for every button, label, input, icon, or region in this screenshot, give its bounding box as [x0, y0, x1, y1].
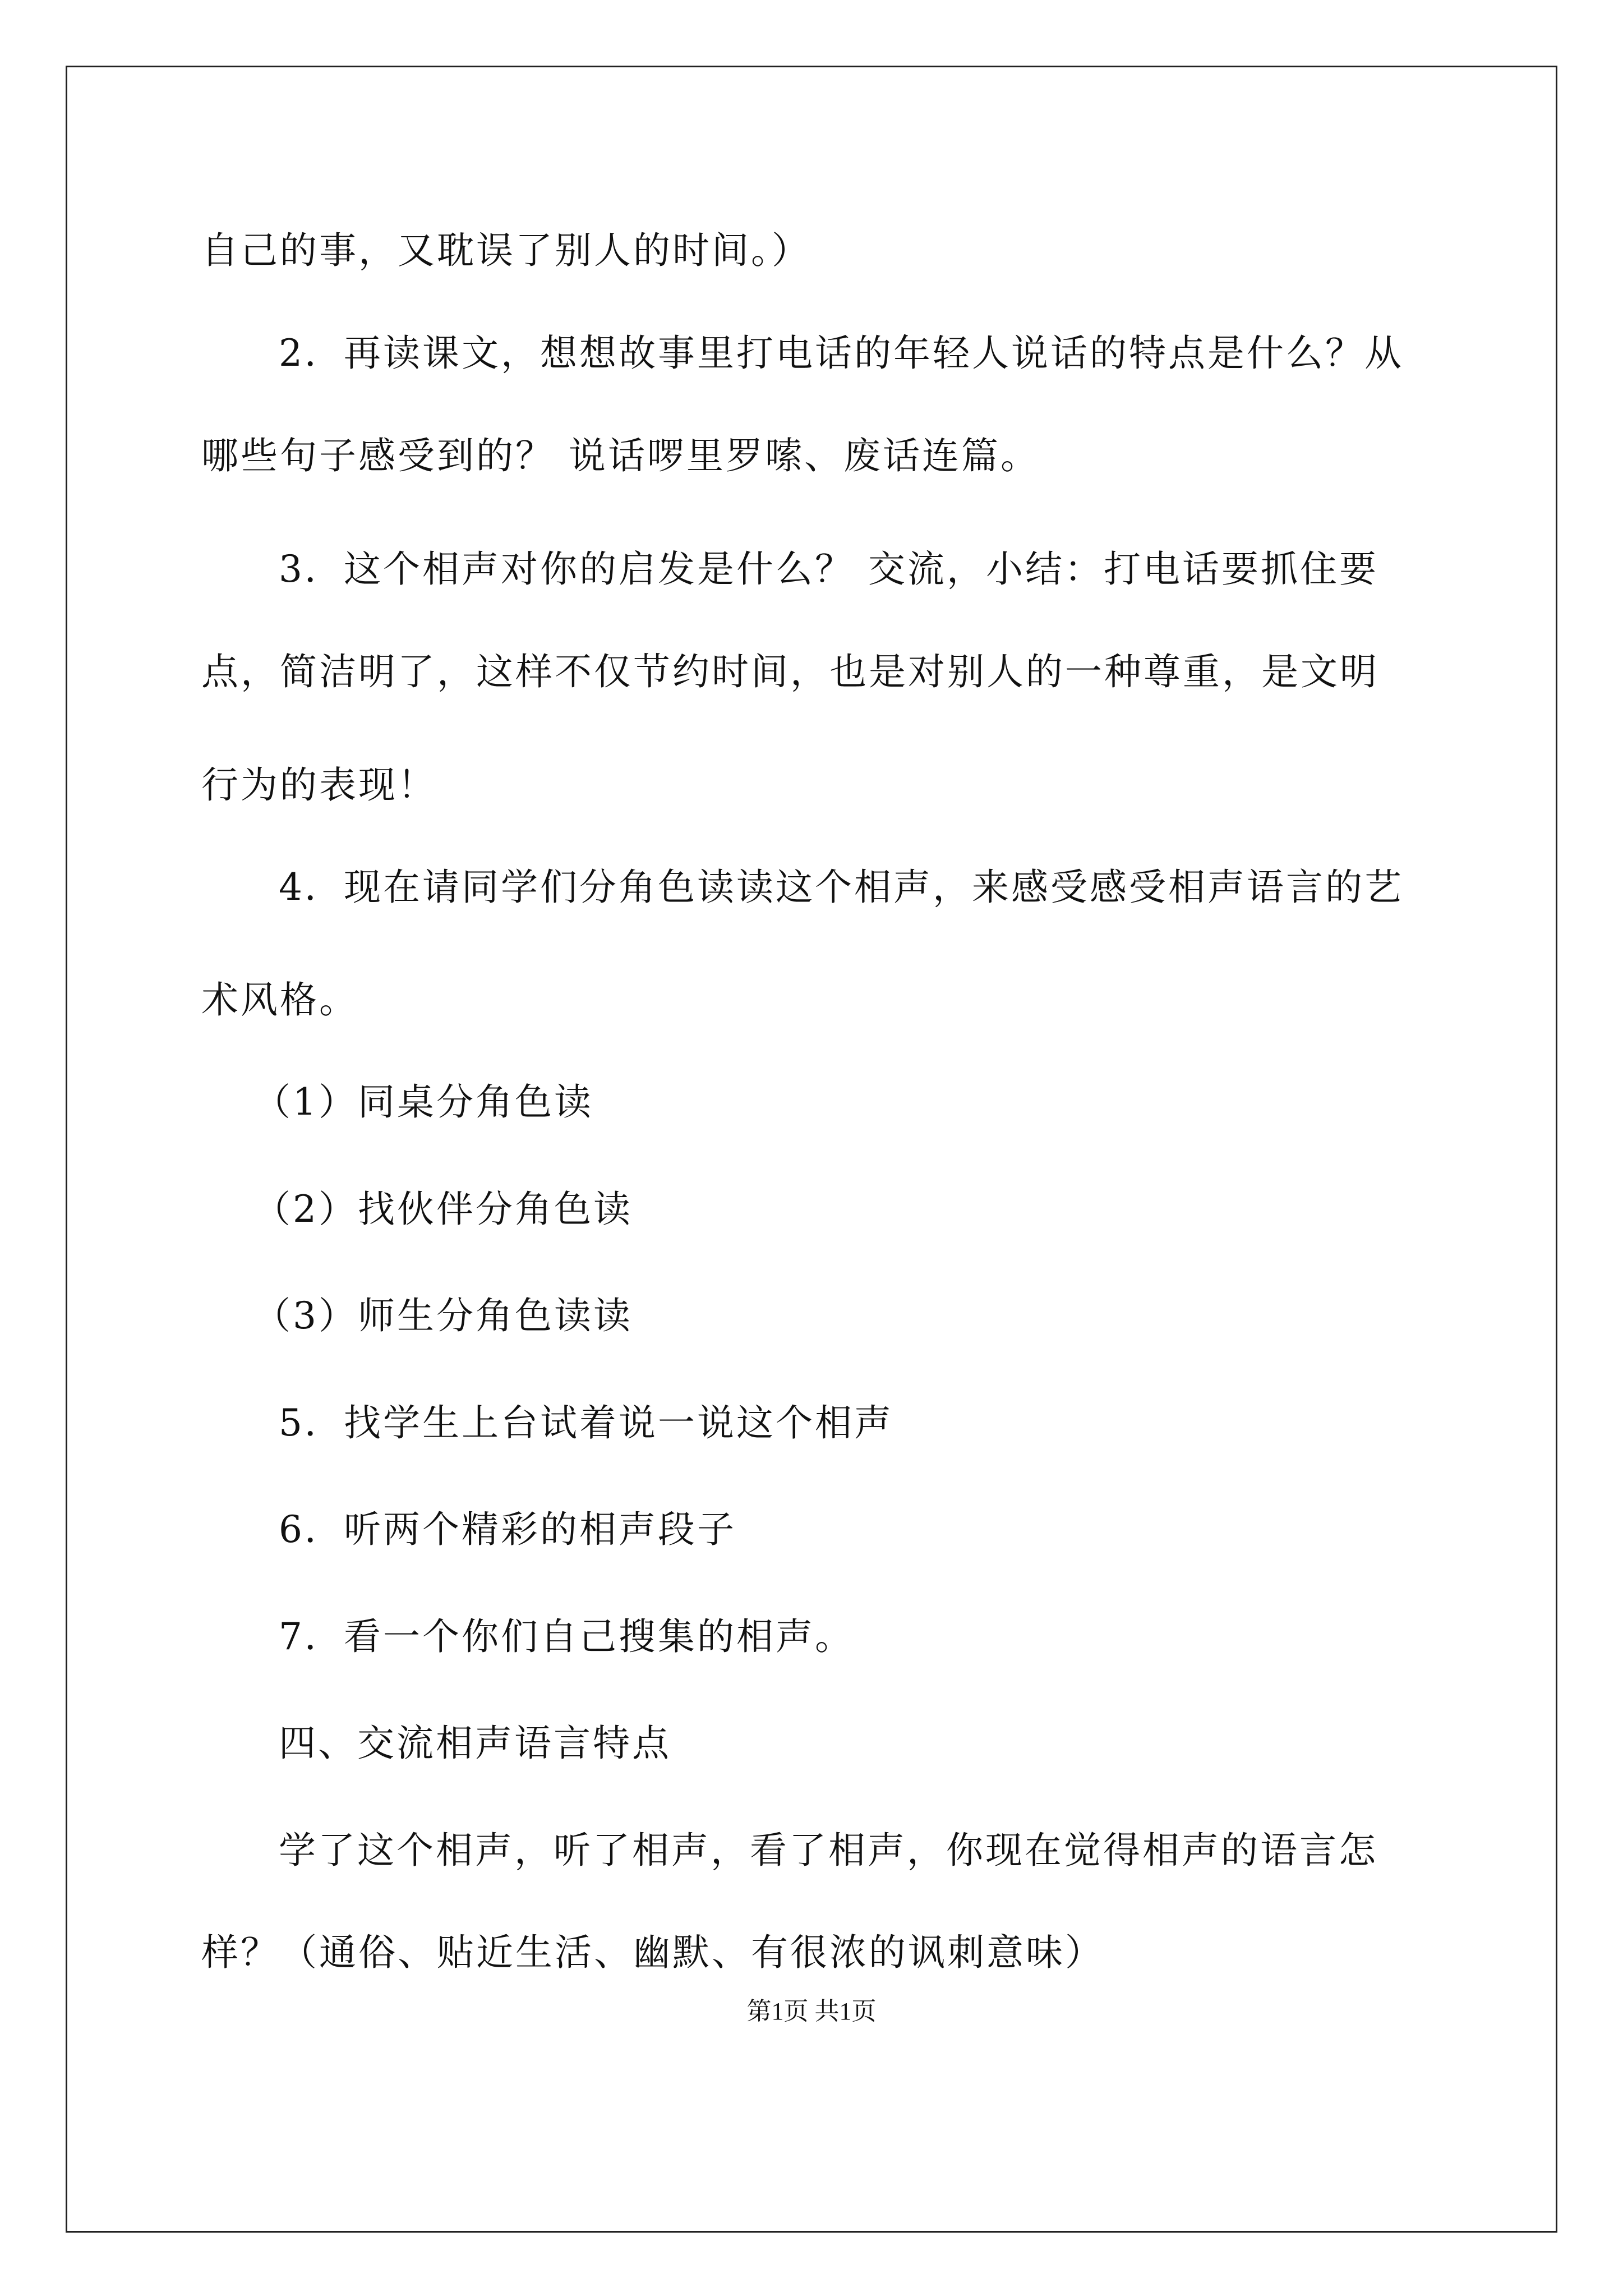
- text-line: 7．看一个你们自己搜集的相声。: [279, 1615, 854, 1658]
- text-line: 样？（通俗、贴近生活、幽默、有很浓的讽刺意味）: [201, 1931, 1104, 1974]
- text-line: 2．再读课文，想想故事里打电话的年轻人说话的特点是什么？从: [279, 332, 1404, 375]
- text-line: 自己的事，又耽误了别人的时间。）: [201, 229, 811, 272]
- text-line: （2）找伙伴分角色读: [253, 1188, 633, 1231]
- text-line: 5．找学生上台试着说一说这个相声: [279, 1401, 893, 1444]
- text-line: （3）师生分角色读读: [253, 1294, 633, 1337]
- text-line: 3．这个相声对你的启发是什么？ 交流，小结：打电话要抓住要: [279, 547, 1378, 591]
- text-line: 点，简洁明了，这样不仅节约时间，也是对别人的一种尊重，是文明: [201, 650, 1379, 693]
- text-line: 6．听两个精彩的相声段子: [279, 1508, 736, 1551]
- section-heading: 四、交流相声语言特点: [279, 1722, 671, 1765]
- text-line: 学了这个相声，听了相声，看了相声，你现在觉得相声的语言怎: [279, 1829, 1378, 1872]
- page-border: [66, 66, 1557, 2233]
- text-line: 术风格。: [201, 978, 358, 1022]
- text-line: 哪些句子感受到的？ 说话啰里罗嗦、废话连篇。: [201, 434, 1040, 477]
- text-line: （1）同桌分角色读: [253, 1080, 593, 1124]
- page-number-footer: 第1页 共1页: [746, 1998, 877, 2025]
- text-line: 4．现在请同学们分角色读读这个相声，来感受感受相声语言的艺: [279, 866, 1404, 909]
- text-line: 行为的表现！: [201, 763, 437, 807]
